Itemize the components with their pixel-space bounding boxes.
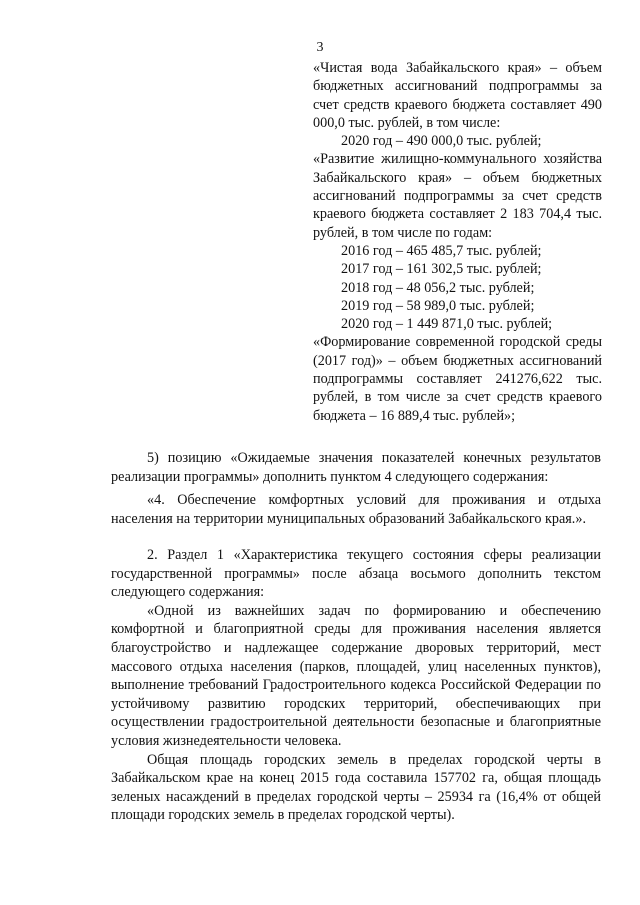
quoted-text-paragraph: «Одной из важнейших задач по формированию и обеспечению комфортной и благоприятной среды для проживания населения является благоустройство и надлежащее содержание дворовых территорий, мест массового отдыха населения (парков, площадей, улиц населенных пунктов), выполнение требований Градостроительного кодекса Российской Федерации по устойчивому развитию городских территорий, обеспечивающих при осуществлении градостроительной деятельности безопасные и благоприятные условия жизнедеятельности человека. [111, 602, 601, 749]
item-4-quote-block [111, 491, 601, 528]
item-5-paragraph: 5) позицию «Ожидаемые значения показателей конечных результатов реализации программы» дополнить пунктом 4 следующего содержания: [111, 450, 601, 485]
urban-environment-paragraph: «Формирование современной городской среды (2017 год)» – объем бюджетных ассигнований подпрограммы составляет 241276,622 тыс. рублей, в том числе за счет средств краевого бюджета – 16 889,4 тыс. рублей»; [313, 334, 602, 424]
year-2019-line: 2019 год – 58 989,0 тыс. рублей; [341, 297, 535, 314]
area-statistics-paragraph: Общая площадь городских земель в пределах городской черты в Забайкальском крае на конец 2015 года составила 157702 га, общая площадь зеленых насаждений в пределах городской черты – 25934 га (16,4% от общей площади городских земель в пределах городской черты). [111, 751, 601, 824]
year-2016-line: 2016 год – 465 485,7 тыс. рублей; [341, 242, 542, 259]
housing-utilities-paragraph: «Развитие жилищно-коммунального хозяйства Забайкальского края» – объем бюджетных ассигнований подпрограммы за счет средств краевого бюджета составляет 2 183 704,4 тыс. рублей, в том числе по годам: [313, 151, 602, 241]
item-5-block [111, 449, 601, 486]
item-4-quote: «4. Обеспечение комфортных условий для проживания и отдыха населения на территории муниципальных образований Забайкальского края.». [111, 492, 601, 527]
year-2017-line: 2017 год – 161 302,5 тыс. рублей; [341, 261, 542, 278]
clean-water-paragraph: «Чистая вода Забайкальского края» – объем бюджетных ассигнований подпрограммы за счет средств краевого бюджета составляет 490 000,0 тыс. рублей, в том числе: [313, 60, 602, 131]
subprogram-funding-column [313, 59, 602, 425]
section-2-paragraph: 2. Раздел 1 «Характеристика текущего состояния сферы реализации государственной программы» после абзаца восьмого дополнить текстом следующего содержания: [111, 547, 601, 601]
section-2-block [111, 546, 601, 825]
year-2018-line: 2018 год – 48 056,2 тыс. рублей; [341, 279, 535, 296]
page-number: 3 [316, 40, 324, 55]
year-2020-total-line: 2020 год – 1 449 871,0 тыс. рублей; [341, 316, 553, 333]
year-2020-line: 2020 год – 490 000,0 тыс. рублей; [341, 133, 542, 150]
